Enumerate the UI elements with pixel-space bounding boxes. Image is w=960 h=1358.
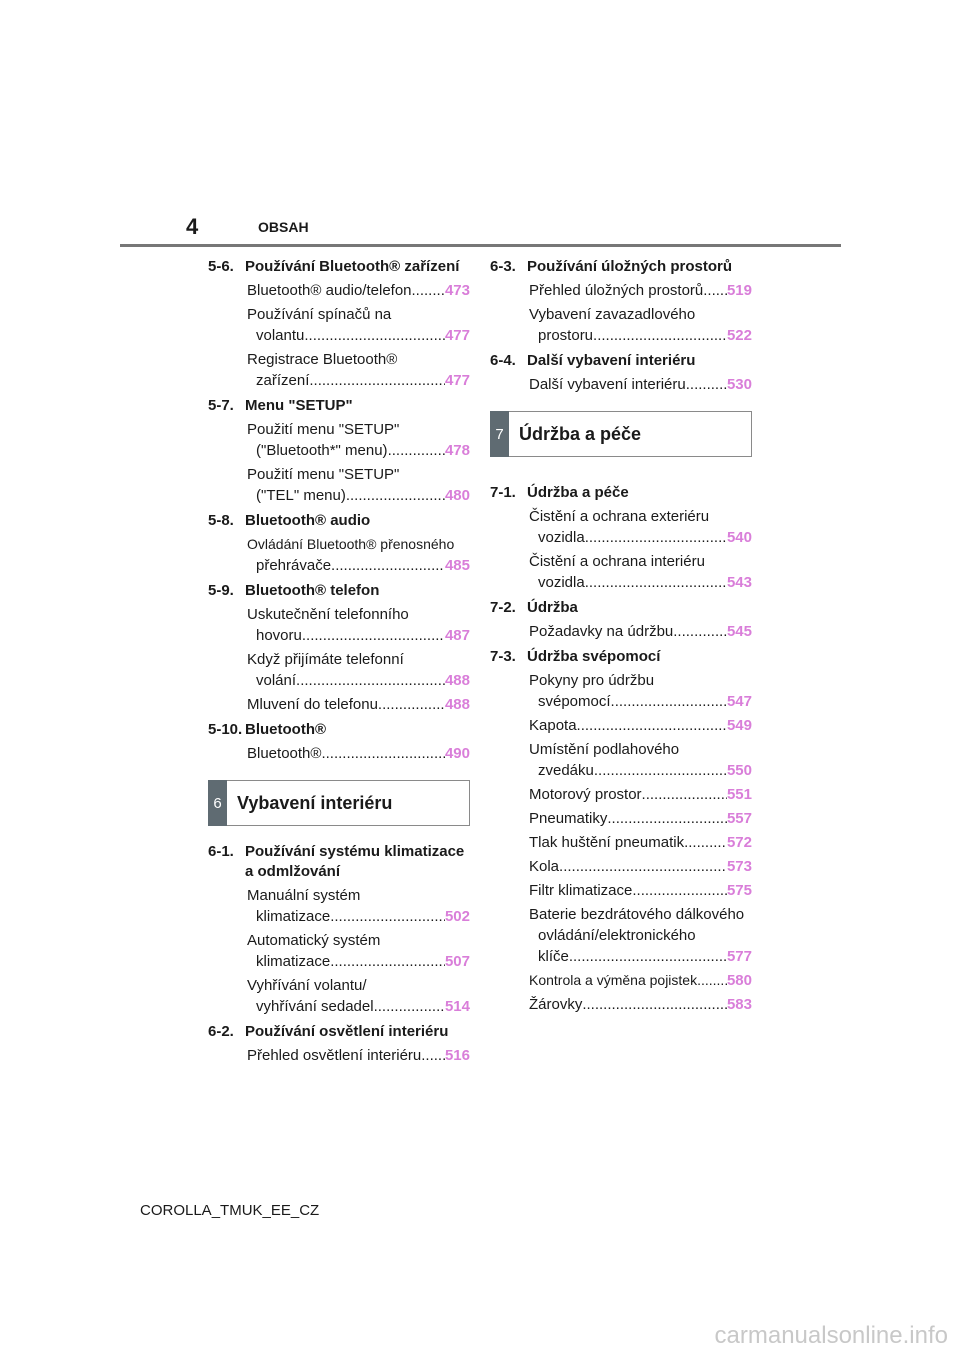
section-heading: 6-3. Používání úložných prostorů — [490, 258, 733, 275]
toc-entry[interactable]: Filtr klimatizace ..... 575 — [529, 880, 752, 901]
toc-entry[interactable]: Automatický systém klimatizace ..... 507 — [247, 930, 470, 972]
toc-entry[interactable]: Přehled osvětlení interiéru ..... 516 — [247, 1045, 470, 1066]
toc-entry[interactable]: Žárovky ..... 583 — [529, 994, 752, 1015]
toc-entry[interactable]: Kapota ..... 549 — [529, 715, 752, 736]
section-heading: 5-9. Bluetooth® telefon — [208, 582, 380, 599]
toc-entry[interactable]: Vybavení zavazadlového prostoru ..... 522 — [529, 304, 752, 346]
toc-entry[interactable]: Čistění a ochrana exteriéru vozidla ..... 540 — [529, 506, 752, 548]
section-heading: 7-2. Údržba — [490, 599, 578, 616]
toc-entry[interactable]: Umístění podlahového zvedáku ..... 550 — [529, 739, 752, 781]
toc-entry[interactable]: Používání spínačů na volantu ..... 477 — [247, 304, 470, 346]
section-heading: 5-8. Bluetooth® audio — [208, 512, 371, 529]
toc-entry[interactable]: Uskutečnění telefonního hovoru ..... 487 — [247, 604, 470, 646]
section-heading: 7-1. Údržba a péče — [490, 484, 629, 501]
toc-entry[interactable]: Bluetooth® audio/telefon ..... 473 — [247, 280, 470, 301]
toc-entry[interactable]: Kola ..... 573 — [529, 856, 752, 877]
chapter-box-6[interactable] — [208, 780, 470, 826]
page-header-title: OBSAH — [258, 219, 309, 235]
section-heading: 5-6. Používání Bluetooth® zařízení — [208, 258, 460, 275]
toc-entry[interactable]: Přehled úložných prostorů ..... 519 — [529, 280, 752, 301]
watermark: carmanualsonline.info — [714, 1322, 948, 1349]
toc-entry[interactable]: Když přijímáte telefonní volání ..... 488 — [247, 649, 470, 691]
section-heading: 7-3. Údržba svépomocí — [490, 648, 661, 665]
toc-entry[interactable]: Vyhřívání volantu/ vyhřívání sedadel ..... 514 — [247, 975, 470, 1017]
header-rule — [120, 244, 841, 247]
toc-entry[interactable]: Tlak huštění pneumatik ..... 572 — [529, 832, 752, 853]
section-heading: 6-1. Používání systému klimatizace a odmlžování — [208, 843, 465, 880]
page-number: 4 — [186, 214, 199, 239]
chapter-box-7[interactable] — [490, 411, 752, 457]
toc-entry[interactable]: Čistění a ochrana interiéru vozidla ..... 543 — [529, 551, 752, 593]
toc-entry[interactable]: Baterie bezdrátového dálkového ovládání/elektronického klíče ..... 577 — [529, 904, 752, 967]
toc-entry[interactable]: Požadavky na údržbu ..... 545 — [529, 621, 752, 642]
document-footer: COROLLA_TMUK_EE_CZ — [140, 1202, 320, 1219]
toc-entry[interactable]: Použití menu "SETUP" ("TEL" menu) ..... 480 — [247, 464, 470, 506]
chapter-number: 7 — [490, 411, 509, 457]
toc-entry[interactable]: Bluetooth® ..... 490 — [247, 743, 470, 764]
toc-entry[interactable]: Registrace Bluetooth® zařízení ..... 477 — [247, 349, 470, 391]
section-heading: 5-10. Bluetooth® — [208, 721, 327, 738]
toc-entry[interactable]: Pneumatiky ..... 557 — [529, 808, 752, 829]
section-heading: 6-2. Používání osvětlení interiéru — [208, 1023, 449, 1040]
toc-entry[interactable]: Mluvení do telefonu ..... 488 — [247, 694, 470, 715]
chapter-title: Údržba a péče — [519, 423, 642, 444]
section-heading: 5-7. Menu "SETUP" — [208, 397, 353, 414]
toc-column-right — [490, 252, 752, 1018]
toc-entry[interactable]: Další vybavení interiéru ..... 530 — [529, 374, 752, 395]
section-heading: 6-4. Další vybavení interiéru — [490, 352, 696, 369]
toc-entry[interactable]: Motorový prostor ..... 551 — [529, 784, 752, 805]
chapter-title: Vybavení interiéru — [237, 792, 393, 813]
toc-entry[interactable]: Kontrola a výměna pojistek ..... 580 — [529, 970, 752, 991]
toc-entry[interactable]: Použití menu "SETUP" ("Bluetooth*" menu) ..... 478 — [247, 419, 470, 461]
toc-column-left — [208, 252, 470, 1069]
toc-entry[interactable]: Pokyny pro údržbu svépomocí ..... 547 — [529, 670, 752, 712]
chapter-number: 6 — [208, 780, 227, 826]
toc-entry[interactable]: Manuální systém klimatizace ..... 502 — [247, 885, 470, 927]
toc-entry[interactable]: Ovládání Bluetooth® přenosného přehrávače ..... 485 — [247, 534, 470, 576]
